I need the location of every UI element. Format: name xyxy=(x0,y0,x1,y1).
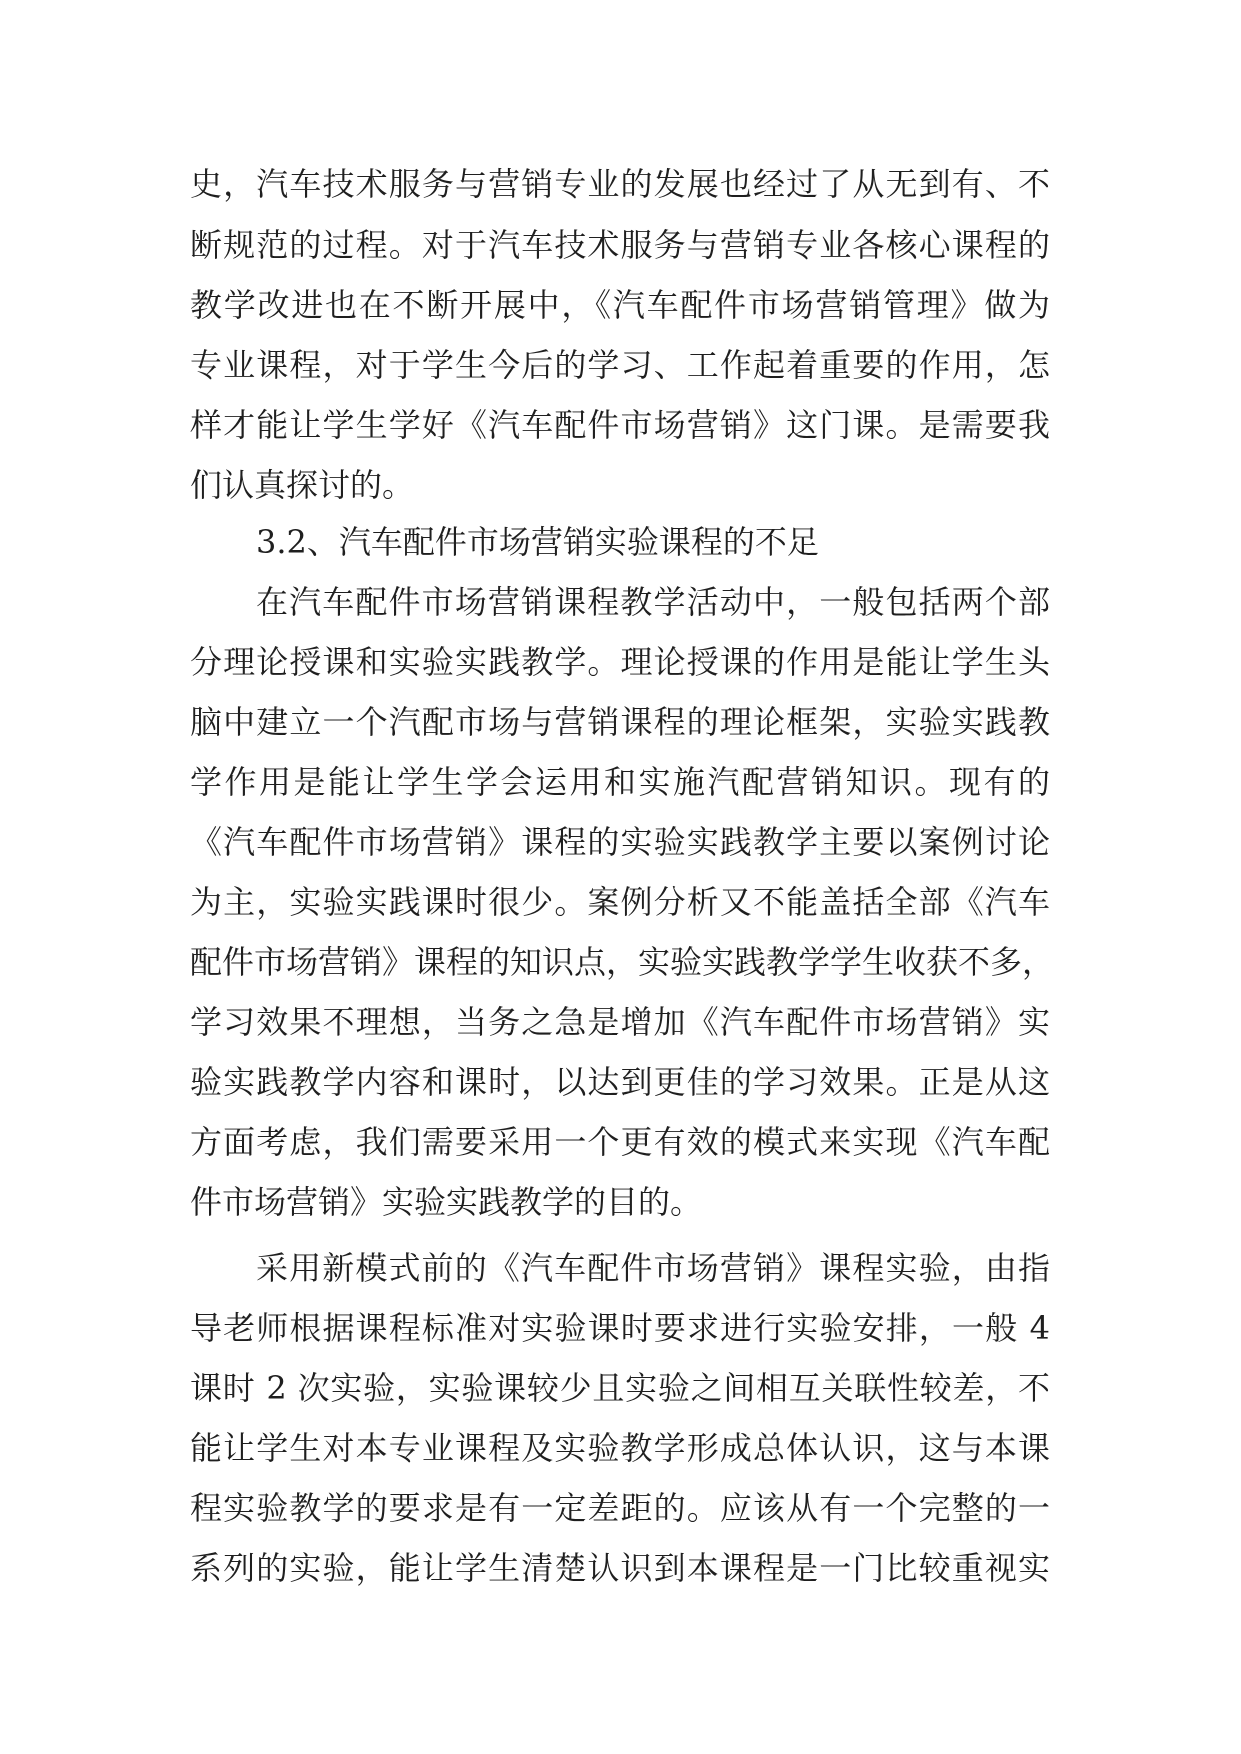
text-line: 教学改进也在不断开展中，《汽车配件市场营销管理》做为 xyxy=(190,286,1050,324)
text-line: 《汽车配件市场营销》课程的实验实践教学主要以案例讨论 xyxy=(190,823,1050,861)
text-line: 件市场营销》实验实践教学的目的。 xyxy=(190,1183,703,1221)
text-line: 系列的实验，能让学生清楚认识到本课程是一门比较重视实 xyxy=(190,1549,1050,1587)
text-line: 课时 2 次实验，实验课较少且实验之间相互关联性较差，不 xyxy=(190,1369,1050,1407)
section-heading: 3.2、汽车配件市场营销实验课程的不足 xyxy=(256,523,819,561)
text-line: 为主，实验实践课时很少。案例分析又不能盖括全部《汽车 xyxy=(190,883,1050,921)
paragraph-first-line: 采用新模式前的《汽车配件市场营销》课程实验，由指 xyxy=(256,1249,1050,1287)
text-line: 方面考虑，我们需要采用一个更有效的模式来实现《汽车配 xyxy=(190,1123,1050,1161)
text-line: 验实践教学内容和课时，以达到更佳的学习效果。正是从这 xyxy=(190,1063,1050,1101)
text-line: 配件市场营销》课程的知识点，实验实践教学学生收获不多， xyxy=(190,943,1055,981)
text-line: 能让学生对本专业课程及实验教学形成总体认识，这与本课 xyxy=(190,1429,1050,1467)
text-line: 史，汽车技术服务与营销专业的发展也经过了从无到有、不 xyxy=(190,165,1050,203)
text-line: 们认真探讨的。 xyxy=(190,466,415,504)
text-line: 学作用是能让学生学会运用和实施汽配营销知识。现有的 xyxy=(190,763,1050,801)
text-line: 分理论授课和实验实践教学。理论授课的作用是能让学生头 xyxy=(190,643,1050,681)
text-line: 程实验教学的要求是有一定差距的。应该从有一个完整的一 xyxy=(190,1489,1050,1527)
text-line: 学习效果不理想，当务之急是增加《汽车配件市场营销》实 xyxy=(190,1003,1050,1041)
text-line: 导老师根据课程标准对实验课时要求进行实验安排，一般 4 xyxy=(190,1309,1050,1347)
paragraph-first-line: 在汽车配件市场营销课程教学活动中，一般包括两个部 xyxy=(256,583,1050,621)
text-line: 专业课程，对于学生今后的学习、工作起着重要的作用，怎 xyxy=(190,346,1050,384)
text-line: 断规范的过程。对于汽车技术服务与营销专业各核心课程的 xyxy=(190,226,1050,264)
text-line: 脑中建立一个汽配市场与营销课程的理论框架，实验实践教 xyxy=(190,703,1050,741)
text-line: 样才能让学生学好《汽车配件市场营销》这门课。是需要我 xyxy=(190,406,1050,444)
